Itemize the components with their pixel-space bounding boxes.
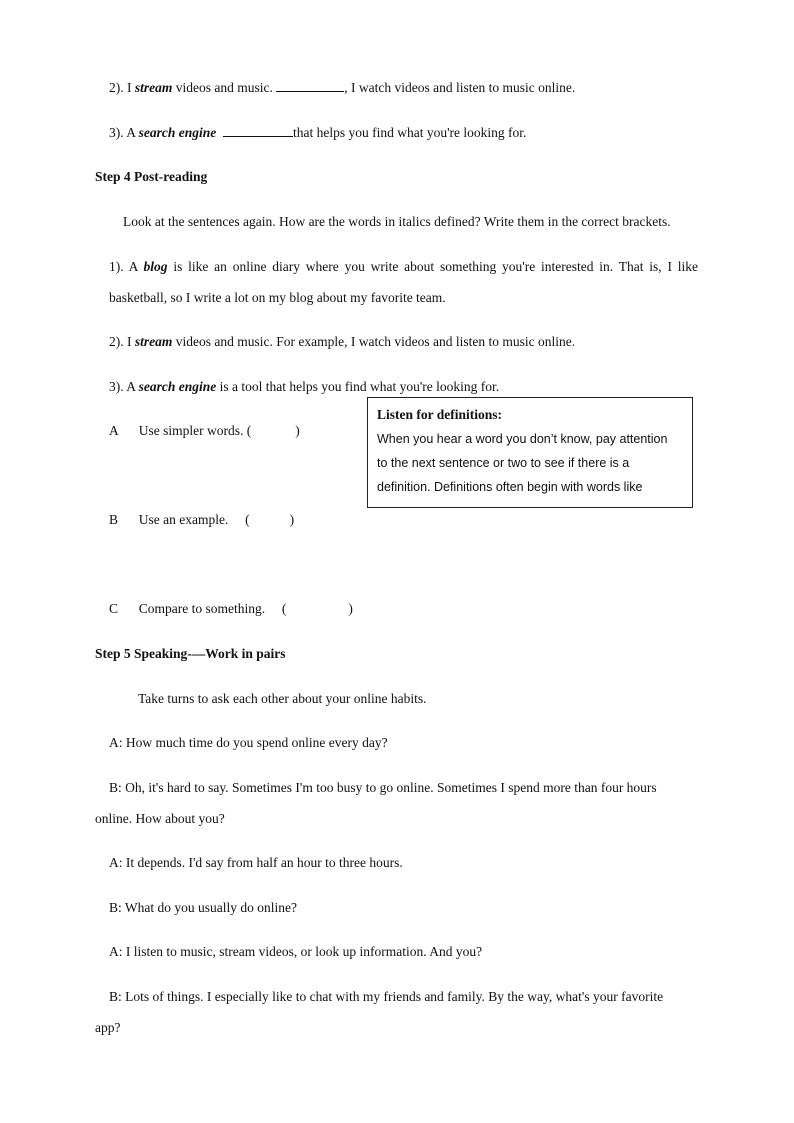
option-a (109, 423, 300, 439)
item-prefix: 3). A (109, 125, 139, 140)
option-text: Compare to something. (138, 601, 266, 616)
option-letter: C (109, 601, 119, 616)
option-letter: B (109, 512, 119, 527)
option-letter: A (109, 423, 119, 438)
dialogue-line: B: Lots of things. I especially like to chat with my friends and family. By the way, what's your favorite (109, 989, 664, 1004)
step4-heading: Step 4 Post-reading (95, 169, 208, 184)
step4-sentence-1-line1 (109, 259, 698, 275)
item-prefix: 3). A (109, 379, 139, 394)
item-text: videos and music. For example, I watch videos and listen to music online. (172, 334, 576, 349)
bracket-close: ) (348, 601, 353, 616)
tip-title: Listen for definitions: (377, 407, 503, 422)
tip-line: to the next sentence or two to see if there is a (377, 456, 630, 470)
option-text: Use simpler words. ( (138, 423, 252, 438)
step4-instruction: Look at the sentences again. How are the words in italics defined? Write them in the correct brackets. (123, 214, 671, 229)
item-prefix: 2). I (109, 334, 135, 349)
item-prefix: 2). I (109, 80, 135, 95)
bracket-close: ) (295, 423, 300, 438)
step5-heading: Step 5 Speaking-—Work in pairs (95, 646, 286, 661)
italic-term: search engine (138, 379, 217, 394)
option-text: Use an example. (138, 512, 229, 527)
dialogue-line: B: What do you usually do online? (109, 900, 297, 915)
item-text: is a tool that helps you find what you're looking for. (216, 379, 500, 394)
step5-instruction: Take turns to ask each other about your online habits. (138, 691, 427, 706)
dialogue-line: A: I listen to music, stream videos, or look up information. And you? (109, 944, 483, 959)
option-c (109, 601, 353, 617)
item-prefix: 1). A (109, 259, 144, 274)
italic-term: search engine (138, 125, 217, 140)
fill-blank[interactable] (223, 124, 293, 137)
tip-line: When you hear a word you don’t know, pay attention (377, 432, 668, 446)
italic-term: stream (134, 334, 173, 349)
item-text: videos and music. (172, 80, 277, 95)
italic-term: stream (134, 80, 173, 95)
item-text: is like an online diary where you write about something you're interested in. That is, I like (167, 259, 698, 274)
italic-term: blog (143, 259, 168, 274)
dialogue-line: B: Oh, it's hard to say. Sometimes I'm too busy to go online. Sometimes I spend more than four hours (109, 780, 657, 795)
step4-sentence-2 (109, 334, 575, 350)
dialogue-line-cont: app? (95, 1020, 121, 1035)
step3-item-2 (109, 79, 575, 96)
option-b (109, 512, 294, 528)
item-text: , I watch videos and listen to music online. (344, 80, 576, 95)
dialogue-line: A: How much time do you spend online every day? (109, 735, 388, 750)
step4-sentence-1-line2: basketball, so I write a lot on my blog about my favorite team. (109, 290, 446, 305)
definition-tip-box (367, 397, 693, 508)
step3-item-3 (109, 124, 526, 141)
bracket-close: ) (289, 512, 295, 527)
item-text: that helps you find what you're looking for. (293, 125, 527, 140)
bracket-open: ( (281, 601, 287, 616)
tip-line: definition. Definitions often begin with words like (377, 480, 643, 494)
fill-blank[interactable] (276, 79, 344, 92)
bracket-open: ( (245, 512, 250, 527)
step4-sentence-3 (109, 379, 499, 395)
dialogue-line: A: It depends. I'd say from half an hour to three hours. (109, 855, 403, 870)
dialogue-line-cont: online. How about you? (95, 811, 225, 826)
